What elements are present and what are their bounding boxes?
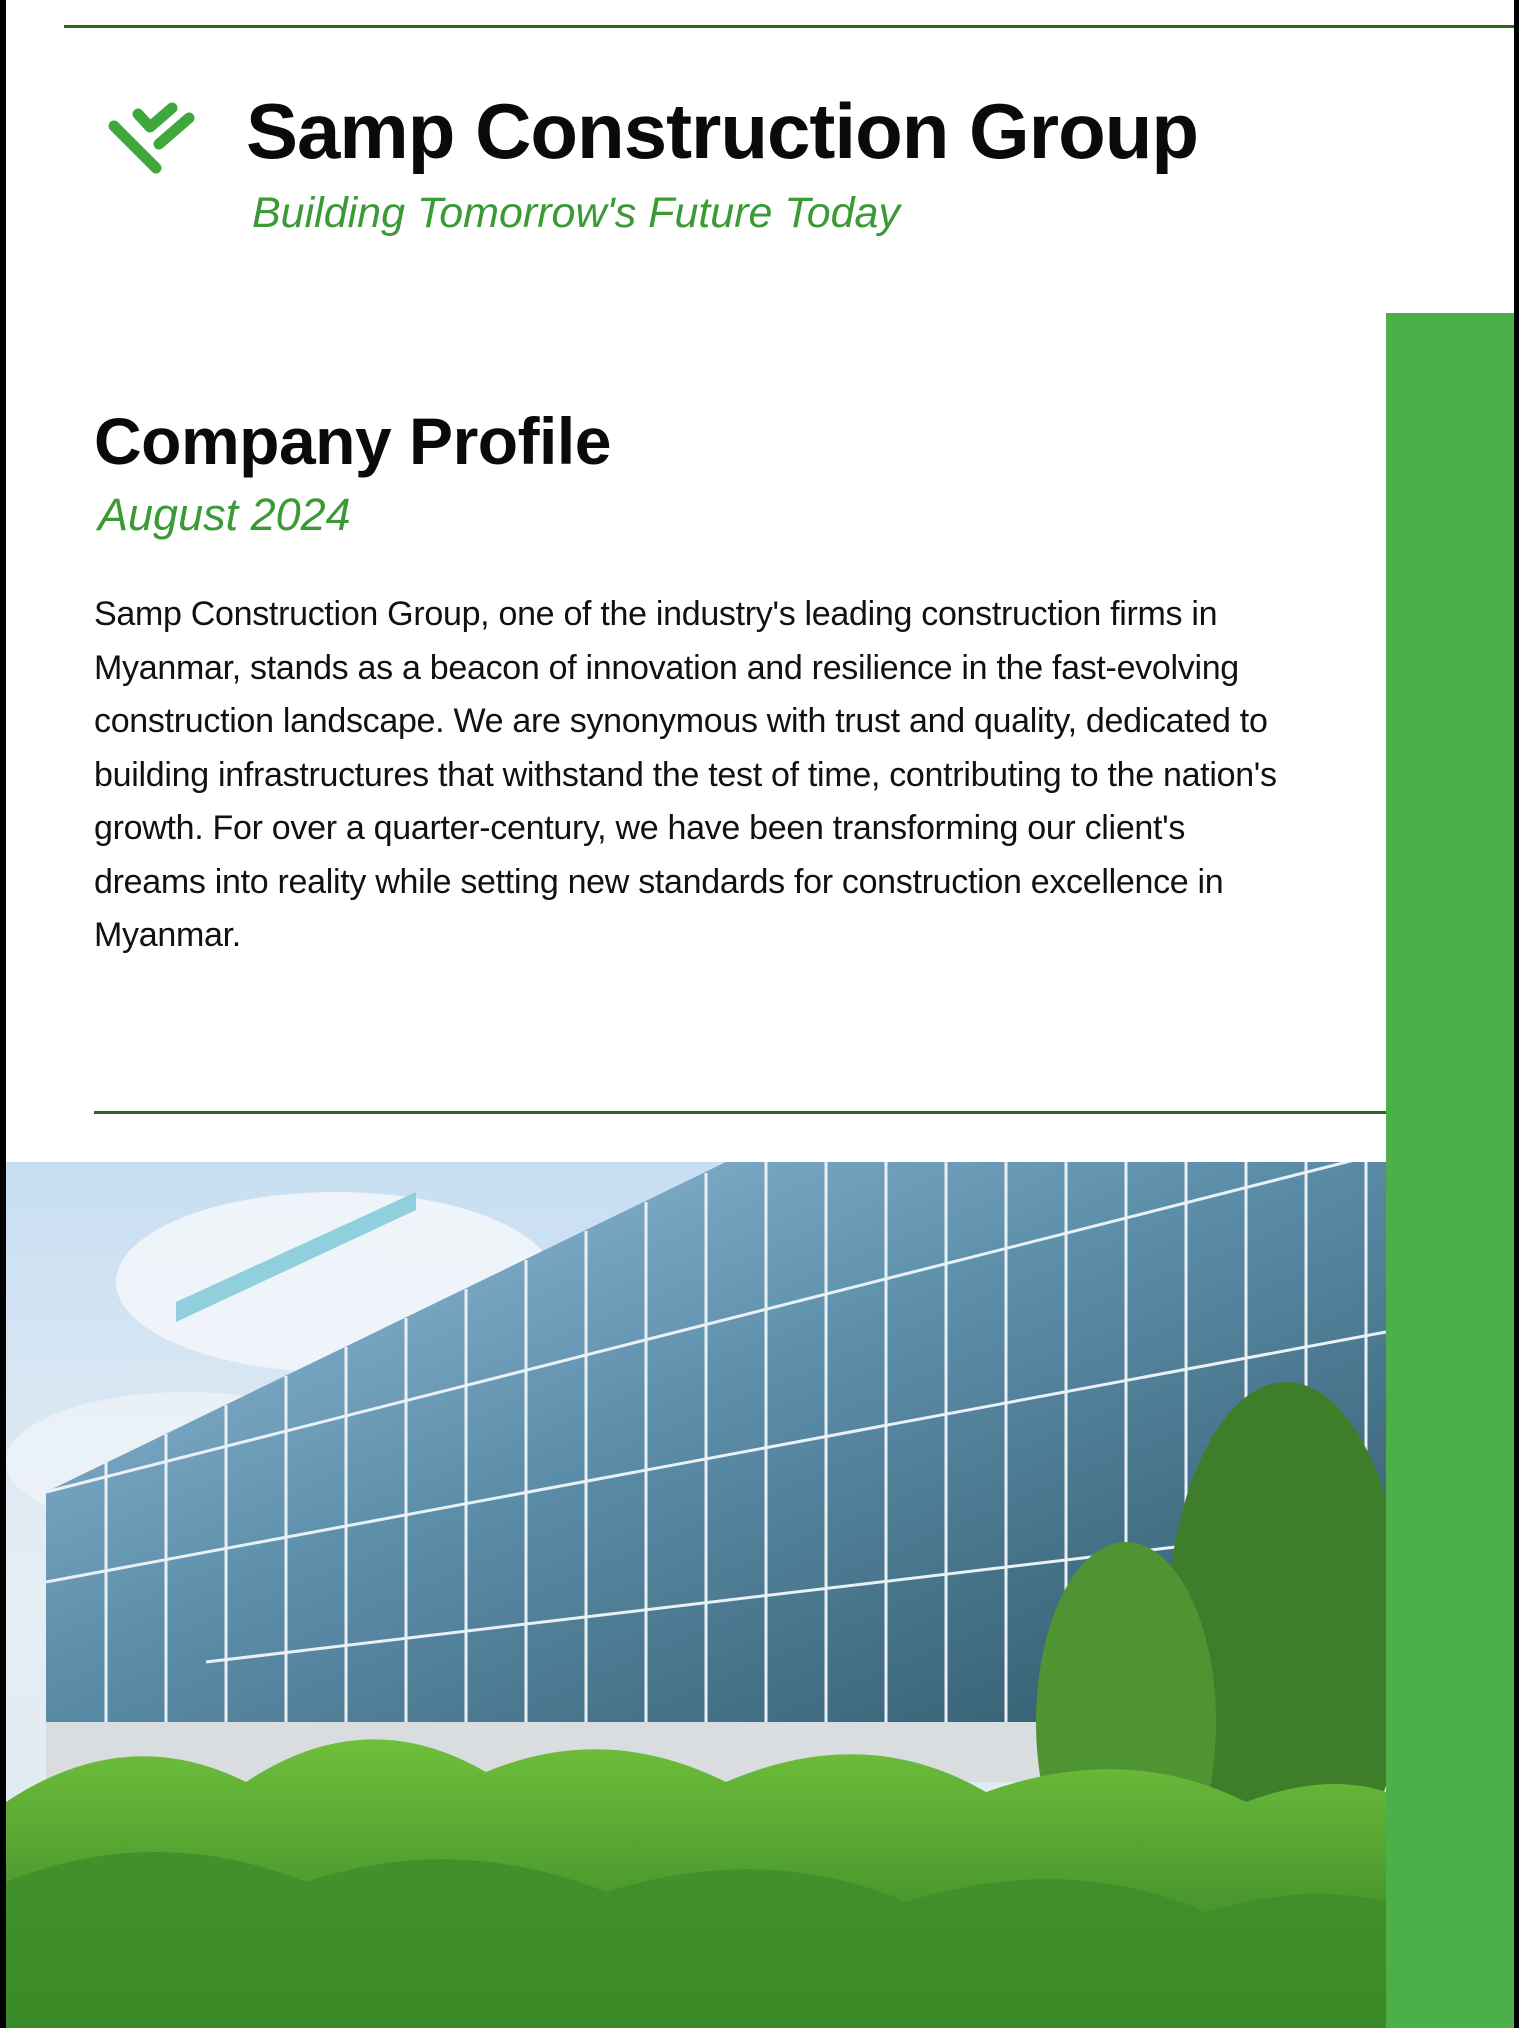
company-name: Samp Construction Group <box>246 87 1198 175</box>
profile-description: Samp Construction Group, one of the industry's leading construction firms in Myanmar, stands as a beacon of innovation and resilience in the fast-evolving construction landscape. We are synonymous with trust and quality, dedicated to building infrastructures that withstand the test of time, contributing to the nation's growth. For over a quarter-century, we have been transforming our client's dreams into reality while setting new standards for construction excellence in Myanmar. <box>94 595 1277 954</box>
document-page <box>6 0 1514 2028</box>
company-tagline: Building Tomorrow's Future Today <box>252 189 900 237</box>
chevron-leaf-logo-icon <box>104 100 204 190</box>
hero-building-image <box>6 1162 1386 2028</box>
accent-sidebar-bar <box>1386 313 1514 2028</box>
page-title: Company Profile <box>94 404 611 478</box>
top-divider <box>64 25 1514 28</box>
profile-date: August 2024 <box>98 489 351 540</box>
section-divider <box>94 1111 1386 1114</box>
